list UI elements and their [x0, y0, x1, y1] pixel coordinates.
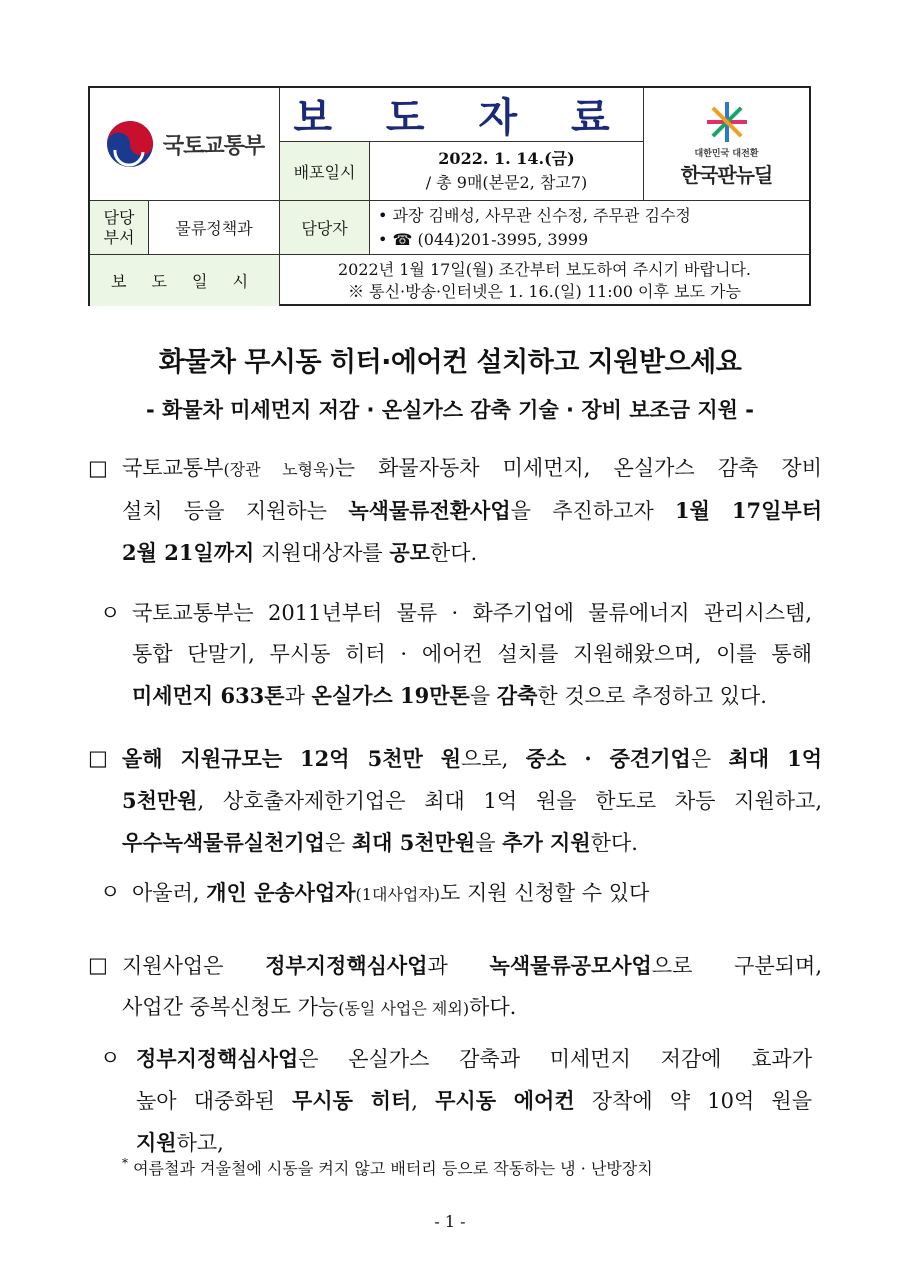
text: 우수녹색물류실천기업 — [122, 830, 325, 855]
text: 미세먼지 633톤 — [132, 683, 285, 708]
text: 1월 17일부터 — [675, 498, 822, 523]
paragraph-1 — [122, 448, 822, 574]
release-line-1: 2022년 1월 17일(월) 조간부터 보도하여 주시기 바랍니다. — [337, 259, 751, 279]
text: 은 온실가스 감축과 미세먼지 저감에 효과가 — [298, 1047, 812, 1071]
distribution-date: 2022. 1. 14.(금) — [438, 149, 575, 168]
document-title: 보 도 자 료 — [279, 88, 643, 142]
paragraph-4 — [132, 872, 812, 915]
text: 녹색물류공모사업 — [489, 953, 652, 978]
circle-bullet: ㅇ — [100, 1046, 121, 1070]
department-label-line2: 부서 — [103, 227, 135, 247]
ministry-name: 국토교통부 — [162, 133, 265, 159]
text: 공모 — [389, 540, 430, 565]
release-time-value — [279, 254, 809, 306]
department-value: 물류정책과 — [148, 200, 279, 254]
text: 을 — [469, 684, 497, 708]
text: 지원사업은 — [122, 954, 266, 978]
square-bullet: □ — [88, 746, 108, 770]
new-deal-mark-icon — [705, 100, 749, 144]
ministry-logo — [90, 88, 279, 200]
manager-value — [369, 200, 809, 254]
text: 높아 대중화된 — [136, 1089, 293, 1113]
text: 으로 구분되며, — [651, 954, 822, 978]
text: 최대 1억 — [728, 746, 822, 771]
text: 중소 · 중견기업 — [525, 746, 691, 771]
text: 한다. — [429, 541, 478, 565]
text: 국토교통부 — [122, 456, 224, 480]
release-time-label: 보 도 일 시 — [90, 254, 279, 306]
new-deal-tagline: 대한민국 대전환 — [694, 149, 759, 159]
text: 통합 단말기, 무시동 히터 · 에어컨 설치를 지원해왔으며, 이를 통해 — [132, 642, 812, 666]
text: , 상호출자제한기업은 최대 1억 원을 한도로 차등 지원하고, — [197, 789, 822, 813]
distribution-label: 배포일시 — [279, 142, 369, 200]
text: 지원 — [136, 1130, 177, 1155]
text: (1대사업자) — [355, 885, 441, 904]
paragraph-3 — [122, 738, 822, 864]
new-deal-name: 한국판뉴딜 — [680, 163, 773, 187]
press-release-header — [88, 86, 811, 306]
text: 으로, — [461, 747, 526, 771]
square-bullet: □ — [88, 953, 108, 977]
text: 정부지정핵심사업 — [265, 953, 428, 978]
taegeuk-emblem-icon — [105, 119, 155, 169]
text: 녹색물류전환사업 — [348, 498, 511, 523]
text: 는 화물자동차 미세먼지, 온실가스 감축 장비 — [334, 456, 823, 480]
distribution-pages: / 총 9매(본문2, 참고7) — [425, 173, 588, 192]
text: 개인 운송사업자 — [206, 880, 356, 905]
text: 은 — [690, 747, 729, 771]
headline: 화물차 무시동 히터·에어컨 설치하고 지원받으세요 — [158, 347, 742, 378]
text: (장관 노형욱) — [223, 460, 335, 479]
manager-label: 담당자 — [279, 200, 369, 254]
text: 을 — [475, 831, 503, 855]
distribution-value — [369, 142, 643, 200]
release-line-2: ※ 통신·방송·인터넷은 1. 16.(일) 11:00 이후 보도 가능 — [348, 281, 741, 301]
text: 추가 지원 — [502, 830, 591, 855]
square-bullet: □ — [88, 456, 108, 480]
text: 무시동 에어컨 — [435, 1088, 575, 1113]
text: 5천만원 — [122, 788, 198, 813]
text: 한 것으로 추정하고 있다. — [537, 684, 767, 708]
text: 과 — [284, 684, 312, 708]
text: 하고, — [176, 1131, 224, 1155]
paragraph-2 — [132, 593, 812, 717]
text: 하다. — [469, 995, 517, 1019]
circle-bullet: ㅇ — [100, 880, 121, 904]
text: 과 — [427, 954, 490, 978]
text: 2월 21일까지 — [122, 540, 255, 565]
footnote-text: 여름철과 겨울철에 시동을 켜지 않고 배터리 등으로 작동하는 냉 · 난방장치 — [133, 1159, 653, 1178]
department-label-line1: 담당 — [103, 207, 135, 227]
text: 설치 등을 지원하는 — [122, 499, 349, 523]
text: 정부지정핵심사업 — [136, 1046, 299, 1071]
text: 사업간 중복신청도 가능 — [122, 995, 339, 1019]
text: 온실가스 19만톤 — [311, 683, 470, 708]
korean-new-deal-logo — [643, 88, 809, 200]
text: 올해 지원규모는 12억 5천만 원 — [122, 746, 462, 771]
text: 장착에 약 10억 원을 — [574, 1089, 812, 1113]
text: 도 지원 신청할 수 있다 — [440, 881, 650, 905]
text: 감축 — [496, 683, 538, 708]
text: 을 추진하고자 — [510, 499, 676, 523]
manager-names: • 과장 김배성, 사무관 신수정, 주무관 김수정 — [378, 205, 691, 225]
paragraph-5 — [122, 945, 822, 1029]
department-label — [90, 200, 148, 254]
text: 지원대상자를 — [254, 541, 390, 565]
text: 국토교통부는 2011년부터 물류 · 화주기업에 물류에너지 관리시스템, — [132, 601, 812, 625]
footnote — [122, 1156, 653, 1179]
text: 한다. — [590, 831, 638, 855]
text: 무시동 히터 — [292, 1088, 412, 1113]
text: , — [411, 1089, 436, 1113]
manager-phone: • ☎ (044)201-3995, 3999 — [378, 229, 589, 249]
text: (동일 사업은 제외) — [338, 999, 470, 1018]
circle-bullet: ㅇ — [100, 601, 121, 625]
asterisk-marker: * — [122, 1156, 128, 1170]
paragraph-6 — [136, 1038, 812, 1164]
page-number: - 1 - — [434, 1212, 466, 1231]
subheadline: - 화물차 미세먼지 저감 · 온실가스 감축 기술 · 장비 보조금 지원 - — [146, 398, 754, 422]
text: 최대 5천만원 — [351, 830, 476, 855]
text: 아울러, — [132, 881, 207, 905]
text: 은 — [324, 831, 352, 855]
